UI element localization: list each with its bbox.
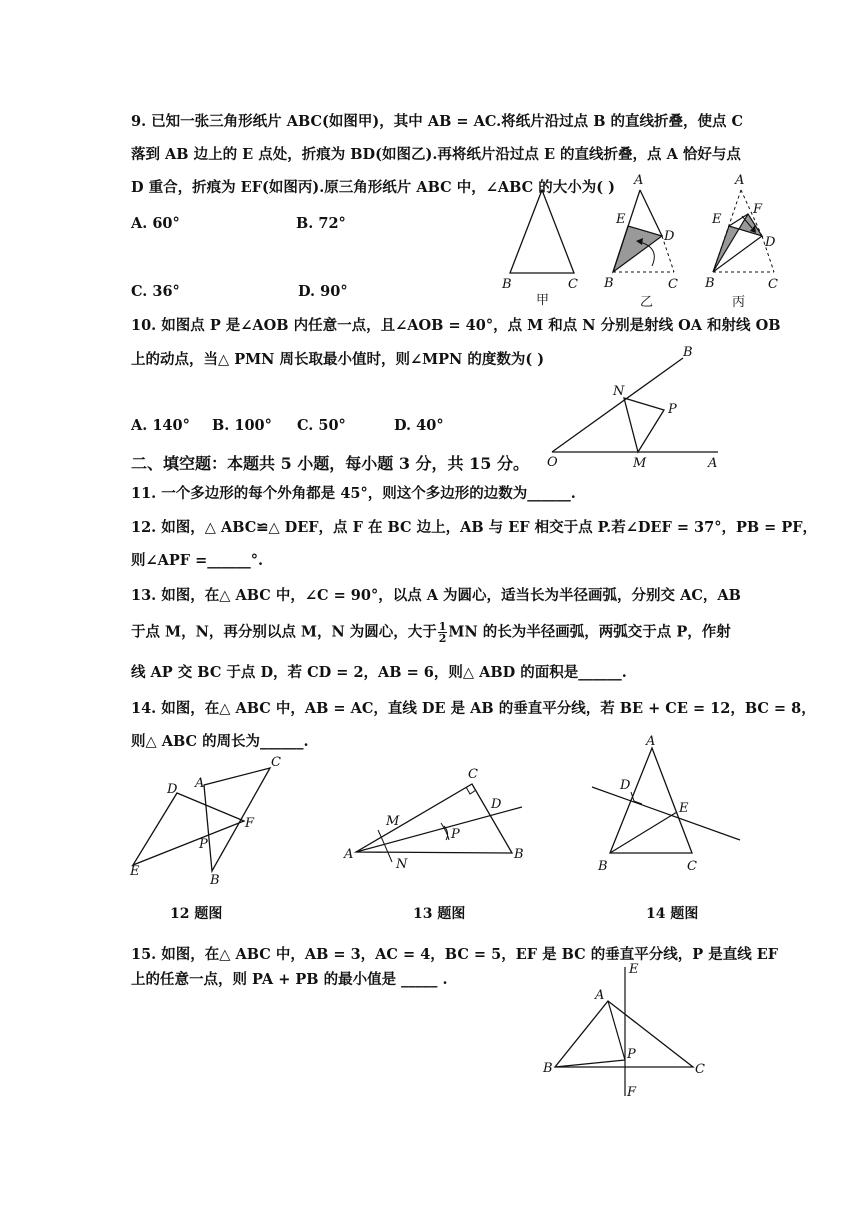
q10-label-o: O xyxy=(547,455,558,470)
caption-fig-14: 14 题图 xyxy=(646,906,699,922)
yi-label-d: D xyxy=(664,229,675,244)
yi-label-a: A xyxy=(634,173,644,188)
q9-line3: D 重合，折痕为 EF(如图丙).原三角形纸片 ABC 中，∠ABC 的大小为( ) xyxy=(131,179,615,196)
fig14-label-a: A xyxy=(646,734,656,749)
q10-label-m: M xyxy=(633,456,647,471)
bing-label-e: E xyxy=(712,212,722,227)
fig12-label-p: P xyxy=(199,837,208,852)
q10-line1: 10. 如图点 P 是∠AOB 内任意一点，且∠AOB = 40°，点 M 和点 N 分别是射线 OA 和射线 OB xyxy=(131,317,781,334)
caption-fig-12: 12 题图 xyxy=(170,906,223,922)
q9-line1: 9. 已知一张三角形纸片 ABC(如图甲)，其中 AB = AC.将纸片沿过点 B 的直线折叠，使点 C xyxy=(131,113,744,130)
bing-label-f: F xyxy=(753,202,763,217)
fig14-label-e: E xyxy=(679,801,689,816)
fig13-label-c: C xyxy=(468,767,478,782)
yi-label-b: B xyxy=(604,276,614,291)
yi-caption: 乙 xyxy=(640,295,654,310)
bing-caption: 丙 xyxy=(732,295,746,310)
q10-option-a: A. 140° xyxy=(131,417,190,434)
fraction-denominator: 2 xyxy=(438,632,447,645)
jia-label-c: C xyxy=(568,277,578,292)
caption-fig-13: 13 题图 xyxy=(413,906,466,922)
fig12-label-d: D xyxy=(167,782,178,797)
fig13-label-d: D xyxy=(491,797,502,812)
q13-line2-end: MN 的长为半径画弧，两弧交于点 P，作射 xyxy=(448,623,731,641)
q12-line1: 12. 如图，△ ABC≌△ DEF，点 F 在 BC 边上，AB 与 EF 相交于点 P.若∠DEF = 37°，PB = PF， xyxy=(131,519,818,536)
q10-label-b: B xyxy=(683,345,693,360)
jia-caption: 甲 xyxy=(536,293,550,308)
q10-option-c: C. 50° xyxy=(297,417,346,434)
fig15-label-e: E xyxy=(629,962,639,977)
bing-label-d: D xyxy=(765,235,776,250)
yi-label-c: C xyxy=(668,277,678,292)
fig12-label-f: F xyxy=(245,816,255,831)
q9-option-b: B. 72° xyxy=(296,215,346,232)
bing-label-b: B xyxy=(705,276,715,291)
fig15-label-a: A xyxy=(595,988,605,1003)
q9-option-c: C. 36° xyxy=(131,283,180,300)
fig15-label-f: F xyxy=(627,1085,637,1100)
q10-option-d: D. 40° xyxy=(394,417,444,434)
q10-option-b: B. 100° xyxy=(212,417,272,434)
q9-option-d: D. 90° xyxy=(298,283,348,300)
q13-line3: 线 AP 交 BC 于点 D，若 CD = 2，AB = 6，则△ ABD 的面积是______. xyxy=(131,664,627,681)
fig12-label-a: A xyxy=(195,776,205,791)
fig15-label-b: B xyxy=(543,1061,553,1076)
q13-line2-start: 于点 M，N，再分别以点 M，N 为圆心，大于 xyxy=(131,623,437,641)
fig12-label-b: B xyxy=(210,873,220,888)
q10-label-n: N xyxy=(613,384,625,399)
q11-text: 11. 一个多边形的每个外角都是 45°，则这个多边形的边数为______. xyxy=(131,485,576,502)
fig15-label-c: C xyxy=(695,1062,705,1077)
q15-line2: 上的任意一点，则 PA + PB 的最小值是 _____ . xyxy=(131,971,448,988)
q15-line1: 15. 如图，在△ ABC 中，AB = 3，AC = 4，BC = 5，EF 是 BC 的垂直平分线，P 是直线 EF xyxy=(131,946,779,963)
fig12-label-e: E xyxy=(130,864,140,879)
q12-line2: 则∠APF =______°. xyxy=(131,552,264,569)
section-2-heading: 二、填空题：本题共 5 小题，每小题 3 分，共 15 分。 xyxy=(131,454,529,473)
fig14-label-d: D xyxy=(620,778,631,793)
q13-line1: 13. 如图，在△ ABC 中，∠C = 90°，以点 A 为圆心，适当长为半径画弧，分别交 AC，AB xyxy=(131,587,741,604)
fraction-numerator: 1 xyxy=(438,620,447,633)
fig13-label-p: P xyxy=(451,827,460,842)
q10-line2: 上的动点，当△ PMN 周长取最小值时，则∠MPN 的度数为( ) xyxy=(131,351,545,368)
bing-label-a: A xyxy=(735,173,745,188)
q14-line1: 14. 如图，在△ ABC 中，AB = AC，直线 DE 是 AB 的垂直平分线，若 BE + CE = 12，BC = 8， xyxy=(131,700,816,717)
fig12-label-c: C xyxy=(271,755,281,770)
bing-label-c: C xyxy=(768,277,778,292)
fig13-label-a: A xyxy=(344,847,354,862)
q9-option-a: A. 60° xyxy=(131,215,180,232)
q10-label-p: P xyxy=(668,402,677,417)
q9-line2: 落到 AB 边上的 E 点处，折痕为 BD(如图乙).再将纸片沿过点 E 的直线折叠，点 A 恰好与点 xyxy=(131,146,741,163)
fig13-label-b: B xyxy=(514,847,524,862)
fig14-label-b: B xyxy=(598,859,608,874)
q14-line2: 则△ ABC 的周长为______. xyxy=(131,733,309,750)
yi-label-e: E xyxy=(616,212,626,227)
fig14-label-c: C xyxy=(687,859,697,874)
fig13-label-m: M xyxy=(386,814,400,829)
fig13-label-n: N xyxy=(396,857,408,872)
fig15-label-p: P xyxy=(627,1047,636,1062)
q10-label-a: A xyxy=(708,456,718,471)
jia-label-b: B xyxy=(502,277,512,292)
